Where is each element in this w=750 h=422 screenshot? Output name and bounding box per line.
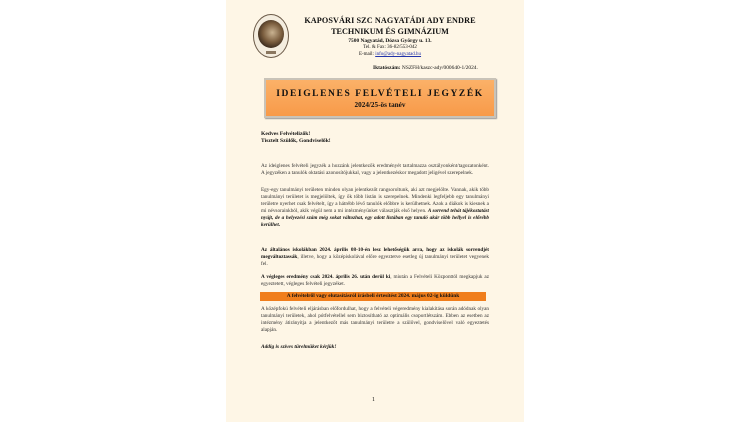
school-email-line <box>290 52 490 57</box>
reference-label: Iktatószám: <box>373 65 401 71</box>
greeting-parents: Tisztelt Szülők, Gondviselők! <box>261 138 331 144</box>
school-address: 7500 Nagyatád, Dózsa György u. 13. <box>348 38 432 44</box>
final-result-rest: , miután a Felvételi Központtól megkapjuk az egyeztetett, végleges felvételi jegyzéket. <box>261 274 490 287</box>
reference-value: NSZFH/kaszc-ady/000640-1/2024. <box>401 65 478 71</box>
order-change-rest: , illetve, hogy a középiskolával előre egyeztetve esetleg új tanulmányi területet vegyenek fel. <box>261 254 489 267</box>
notice-strip: A felvételről vagy elutasításról írásbeli értesítést 2024. május 02-ig küldünk <box>260 292 486 301</box>
reference-number <box>373 65 478 71</box>
order-change-bold: Az általános iskolákban 2024. április 08-10-én lesz lehetőségük arra, hogy az iskolák sorrendjét megváltoztassák <box>261 247 489 260</box>
paragraph-order-change <box>261 247 489 268</box>
final-result-bold: A végleges eredmény csak 2024. április 26. után derül ki <box>261 274 391 280</box>
page-number: 1 <box>372 397 375 403</box>
school-name-line1: KAPOSVÁRI SZC NAGYATÁDI ADY ENDRE <box>304 16 476 25</box>
document-title: IDEIGLENES FELVÉTELI JEGYZÉK <box>276 89 484 99</box>
school-year: 2024/25-ös tanév <box>354 101 406 109</box>
greeting-applicants: Kedves Felvételizők! <box>261 131 311 137</box>
school-phone: Tel. & Fax: 36-82/553-042 <box>363 45 417 50</box>
logo-emblem-icon <box>258 20 284 48</box>
closing-line: Addig is szíves türelmüket kérjük! <box>261 344 337 350</box>
logo-ribbon-icon <box>266 51 276 54</box>
paragraph-intro: Az ideiglenes felvételi jegyzék a hozzánk jelentkezők eredményét tartalmazza osztályonként/tagozatonként. A jegyzéken a tanulók oktatási azonosítójukkal, vagy a jelentkezéskor megadott jeligével szerepelnek. <box>261 163 489 176</box>
title-banner <box>264 78 496 118</box>
paragraph-ranking <box>261 187 489 229</box>
email-label: E-mail: <box>358 52 374 57</box>
ranking-emphasis: A sorrend tehát tájékoztatást nyújt, de a helyezési szám még sokat változhat, egy adott listában egy tanuló akár több hellyel is előrébb kerülhet. <box>261 208 489 228</box>
paragraph-final-result <box>261 274 489 288</box>
ranking-text: Egy-egy tanulmányi területen minden olyan jelentkezőt rangsoroltunk, aki azt megjelölte. Vannak, akik több tanulmányi területet is megjelöltek, így ők több listán is szerepelnek. Mindenki legfeljebb egy tanulmányi területre nyerhet csak felvételt, így a hátrébb lévő tanulók előbbre is kerülhetnek. Azok a diákok is kiesnek a mi névsorainkból, akik végül nem a mi intézményünket választják első helyen. <box>261 187 489 214</box>
school-name-line2: TECHNIKUM ÉS GIMNÁZIUM <box>331 27 449 36</box>
email-link[interactable]: info@ady-nagyatad.hu <box>375 52 422 57</box>
paragraph-redirect: A középfokú felvételi eljárásban előfordulhat, hogy a felvételi végeredmény kialakítása során adódnak olyan tanulmányi területek, ahol pótfelvétellel sem biztosítható az optimális csoportlétszám. Ebben az esetben az intézmény átirányítja a jelentkezőt más tanulmányi területre a szülővel, gondviselővel való egyeztetés alapján. <box>261 306 489 333</box>
school-logo <box>253 14 289 58</box>
